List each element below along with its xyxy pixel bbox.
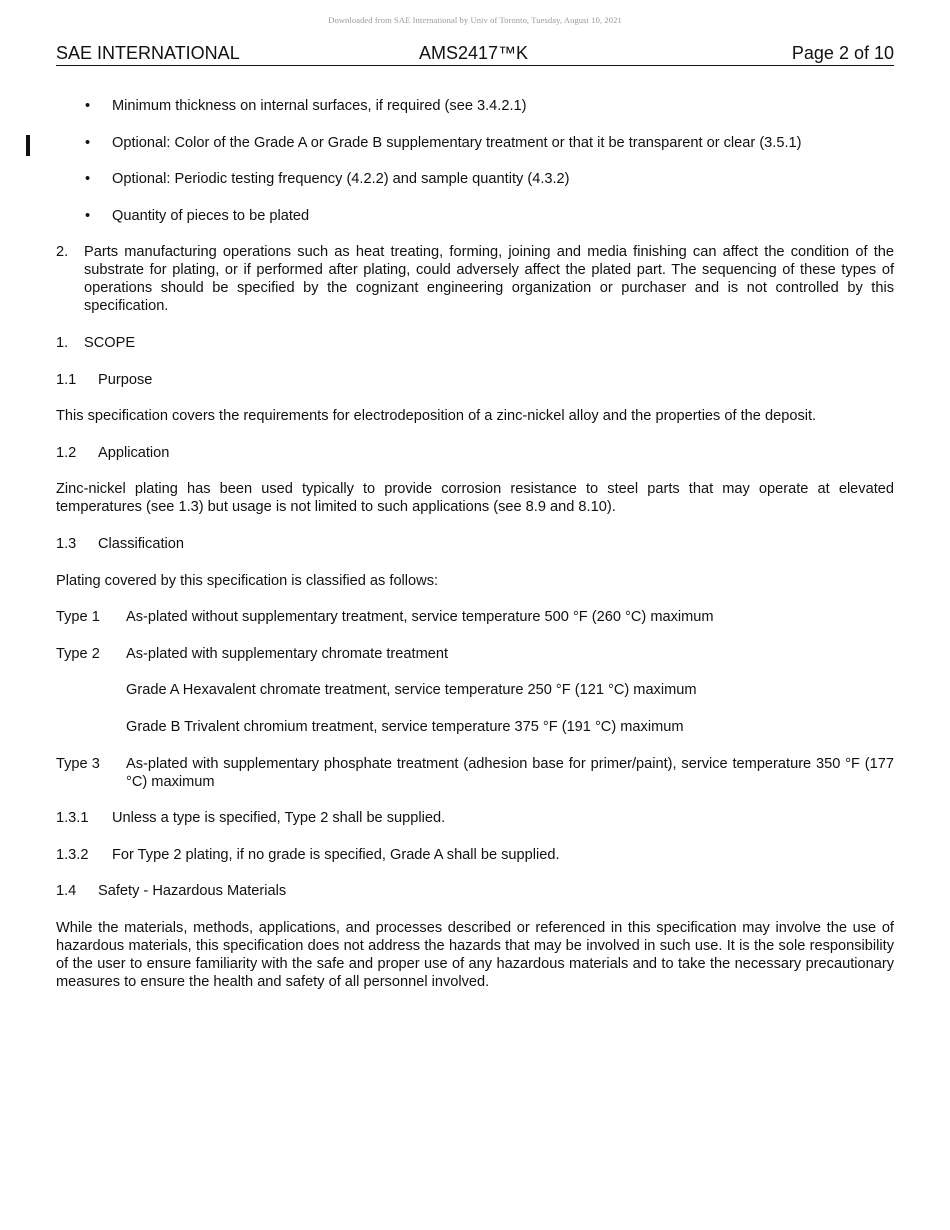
list-item-text: Optional: Periodic testing frequency (4.2.2) and sample quantity (4.3.2): [112, 171, 570, 188]
section-title: Safety - Hazardous Materials: [98, 883, 287, 900]
list-item: [56, 170, 894, 188]
download-watermark: Downloaded from SAE International by Univ of Toronto, Tuesday, August 10, 2021: [328, 15, 622, 25]
grade-item: Grade B Trivalent chromium treatment, service temperature 375 °F (191 °C) maximum: [126, 718, 684, 735]
note-number: 2.: [56, 244, 69, 261]
type-label: Type 3: [56, 755, 100, 772]
classification-intro: Plating covered by this specification is classified as follows:: [56, 572, 439, 589]
section-heading-application: [56, 444, 894, 462]
section-number: 1.3: [56, 535, 77, 552]
section-title: SCOPE: [84, 334, 136, 351]
publisher-name: SAE INTERNATIONAL: [56, 43, 240, 63]
type-item: [56, 608, 894, 626]
subsection-text: For Type 2 plating, if no grade is specified, Grade A shall be supplied.: [112, 846, 560, 863]
list-item: [56, 207, 894, 225]
list-item-text: Optional: Color of the Grade A or Grade B supplementary treatment or that it be transparent or clear (3.5.1): [112, 134, 802, 151]
type-item: [56, 645, 894, 663]
section-number: 1.: [56, 334, 69, 351]
subsection-1-3-1: [56, 809, 894, 827]
section-heading-safety: [56, 882, 894, 900]
revision-change-bar: [26, 135, 30, 156]
section-heading-scope: [56, 334, 894, 352]
section-number: 1.3.1: [56, 810, 89, 827]
note-item: [56, 243, 894, 315]
bullet-marker: •: [85, 134, 91, 151]
note-text: Parts manufacturing operations such as heat treating, forming, joining and media finishing can affect the condition of the substrate for plating, or if performed after plating, could adversely affect the plated part. The sequencing of these types of operations should be specified by the cognizant engineering organization or purchaser and is not controlled by this specification.: [84, 244, 894, 315]
section-title: Application: [98, 444, 170, 461]
type-label: Type 2: [56, 645, 100, 662]
section-number: 1.3.2: [56, 846, 89, 863]
safety-paragraph: While the materials, methods, applications, and processes described or referenced in this specification may involve the use of hazardous materials, this specification does not address the hazards that may be involved in such use. It is the sole responsibility of the user to ensure familiarity with the safe and proper use of any hazardous materials and to take the necessary precautionary measures to ensure the health and safety of all personnel involved.: [56, 919, 894, 990]
type-description: As-plated with supplementary phosphate treatment (adhesion base for primer/paint), service temperature 350 °F (177 °C) maximum: [126, 755, 894, 790]
type-item: [56, 755, 894, 791]
section-title: Classification: [98, 535, 184, 552]
section-title: Purpose: [98, 371, 153, 388]
grade-item: Grade A Hexavalent chromate treatment, service temperature 250 °F (121 °C) maximum: [126, 682, 697, 699]
type-description: As-plated without supplementary treatment, service temperature 500 °F (260 °C) maximum: [126, 609, 714, 626]
document-body: [56, 97, 894, 1009]
list-item-text: Quantity of pieces to be plated: [112, 207, 310, 224]
section-number: 1.4: [56, 883, 77, 900]
section-number: 1.1: [56, 371, 77, 388]
list-item: [56, 97, 894, 115]
bullet-marker: •: [85, 171, 91, 188]
purpose-paragraph: This specification covers the requirements for electrodeposition of a zinc-nickel alloy and the properties of the deposit.: [56, 408, 817, 425]
section-number: 1.2: [56, 444, 77, 461]
page-number: Page 2 of 10: [791, 43, 894, 63]
bullet-marker: •: [85, 207, 91, 224]
document-number: AMS2417™K: [419, 43, 529, 63]
section-heading-classification: [56, 535, 894, 553]
list-item-text: Minimum thickness on internal surfaces, if required (see 3.4.2.1): [112, 98, 527, 114]
type-label: Type 1: [56, 609, 100, 626]
type-description: As-plated with supplementary chromate treatment: [126, 645, 449, 662]
list-item: [56, 134, 894, 152]
subsection-text: Unless a type is specified, Type 2 shall be supplied.: [112, 810, 446, 827]
subsection-1-3-2: [56, 846, 894, 864]
page-header: [56, 43, 894, 66]
application-paragraph: Zinc-nickel plating has been used typically to provide corrosion resistance to steel parts that may operate at elevated temperatures (see 1.3) but usage is not limited to such applications (see 8.9 and 8.10).: [56, 481, 894, 516]
bullet-marker: •: [85, 98, 91, 114]
section-heading-purpose: [56, 371, 894, 389]
